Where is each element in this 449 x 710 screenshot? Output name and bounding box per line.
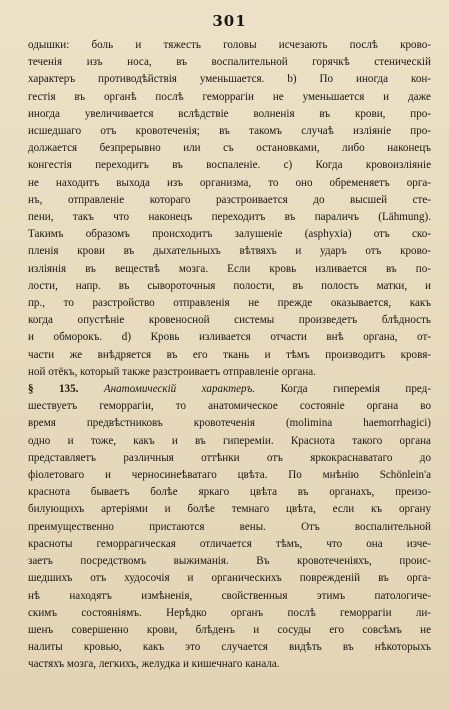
text-line: частяхъ мозга, легкихъ, желудка и кишечнаго канала. xyxy=(28,658,280,671)
text-line: когда опустѣніе кровеносной системы произведетъ блѣдность xyxy=(28,314,431,327)
section-first-line-text: Когда гиперемія пред- xyxy=(280,383,431,396)
text-line: нѣ находятъ измѣненія, свойственныя этимъ патологиче- xyxy=(28,589,431,602)
text-line: пени, такъ что наконецъ переходитъ въ параличъ (Lähmung). xyxy=(28,211,431,224)
text-line: шедшихъ отъ худосочія и органическихъ поврежденій въ орга- xyxy=(28,572,431,585)
text-line: части же внѣдряется въ его ткань и тѣмъ производитъ кровя- xyxy=(28,348,431,361)
text-line: шенъ совершенно крови, блѣденъ и сосуды его совсѣмъ не xyxy=(28,623,431,636)
page-number: 301 xyxy=(212,12,247,30)
paragraph-2 xyxy=(28,381,431,673)
section-heading-line xyxy=(28,381,431,398)
section-title: Анатомическій характеръ. xyxy=(103,383,256,396)
text-line: скимъ состояніямъ. Нерѣдко органъ послѣ геморрагіи ли- xyxy=(28,606,431,619)
text-line: изліянія въ веществѣ мозга. Если кровь изливается въ по- xyxy=(28,262,431,275)
text-line: иногда увеличивается вслѣдствіе волненія въ крови, про- xyxy=(28,107,431,120)
text-line: должается безпрерывно или съ остановками, либо наконецъ xyxy=(28,142,431,155)
text-line: Такимъ образомъ происходитъ залушеніе (asphyxia) отъ ско- xyxy=(28,228,431,241)
text-line: гестія въ органѣ послѣ геморрагіи не уменьшается и даже xyxy=(28,90,431,103)
text-line: исшедшаго отъ кровотеченія; въ такомъ случаѣ изліяніе про- xyxy=(28,125,431,138)
text-line: характеръ противодѣйствія уменьшается. b) По иногда кон- xyxy=(28,73,431,86)
text-line: одно и тоже, какъ и въ гипереміи. Краснота такого органа xyxy=(28,434,431,447)
text-line: налиты кровью, какъ это случается видѣть въ нѣкоторыхъ xyxy=(28,641,431,654)
paragraph-1 xyxy=(28,37,431,381)
text-line: лости, напр. въ сывороточныя полости, въ полость матки, и xyxy=(28,279,431,292)
text-line: представляетъ различныя оттѣнки отъ яркокраснаватаго до xyxy=(28,451,431,464)
text-line: теченія изъ носа, въ воспалительной горячкѣ стеническій xyxy=(28,56,431,69)
text-line: конгестія переходитъ въ воспаленіе. c) Когда кровоизліяніе xyxy=(28,159,431,172)
text-line: шествуетъ геморрагіи, то анатомическое состояніе органа во xyxy=(28,400,431,413)
text-line: фіолетоваго и черносинеѣватаго цвѣта. По мнѣнію Schönlein'a xyxy=(28,469,431,482)
text-line: ной отёкъ, который также разстроиваетъ отправленіе органа. xyxy=(28,365,316,378)
text-line: не находитъ выхода изъ организма, то оно обременяетъ орга- xyxy=(28,176,431,189)
text-line: пленія крови въ дыхательныхъ вѣтвяхъ и ударъ отъ крово- xyxy=(28,245,431,258)
text-line: билующихъ артеріями и болѣе темнаго цвѣта, если къ органу xyxy=(28,503,431,516)
text-line: и обморокъ. d) Кровь изливается отчасти внѣ органа, от- xyxy=(28,331,431,344)
section-number: § 135. xyxy=(28,383,79,396)
text-line: время предвѣстниковъ кровотеченія (molimina haemorrhagici) xyxy=(28,417,431,430)
text-line: красноты геморрагическая отличается тѣмъ, что она изче- xyxy=(28,537,431,550)
text-line: пр., то разстройство отправленія не прежде оказывается, какъ xyxy=(28,297,431,310)
text-line: заетъ посредствомъ выжиманія. Въ кровотеченіяхъ, проис- xyxy=(28,555,431,568)
text-line: одышки: боль и тяжесть головы исчезають послѣ крово- xyxy=(28,39,431,51)
text-line: преимущественно пристаются вены. Отъ воспалительной xyxy=(28,520,431,533)
text-line: краснота бываетъ болѣе яркаго цвѣта въ органахъ, преизо- xyxy=(28,486,431,499)
text-line: нъ, отправленіе котораго разстроивается до высшей сте- xyxy=(28,193,431,206)
